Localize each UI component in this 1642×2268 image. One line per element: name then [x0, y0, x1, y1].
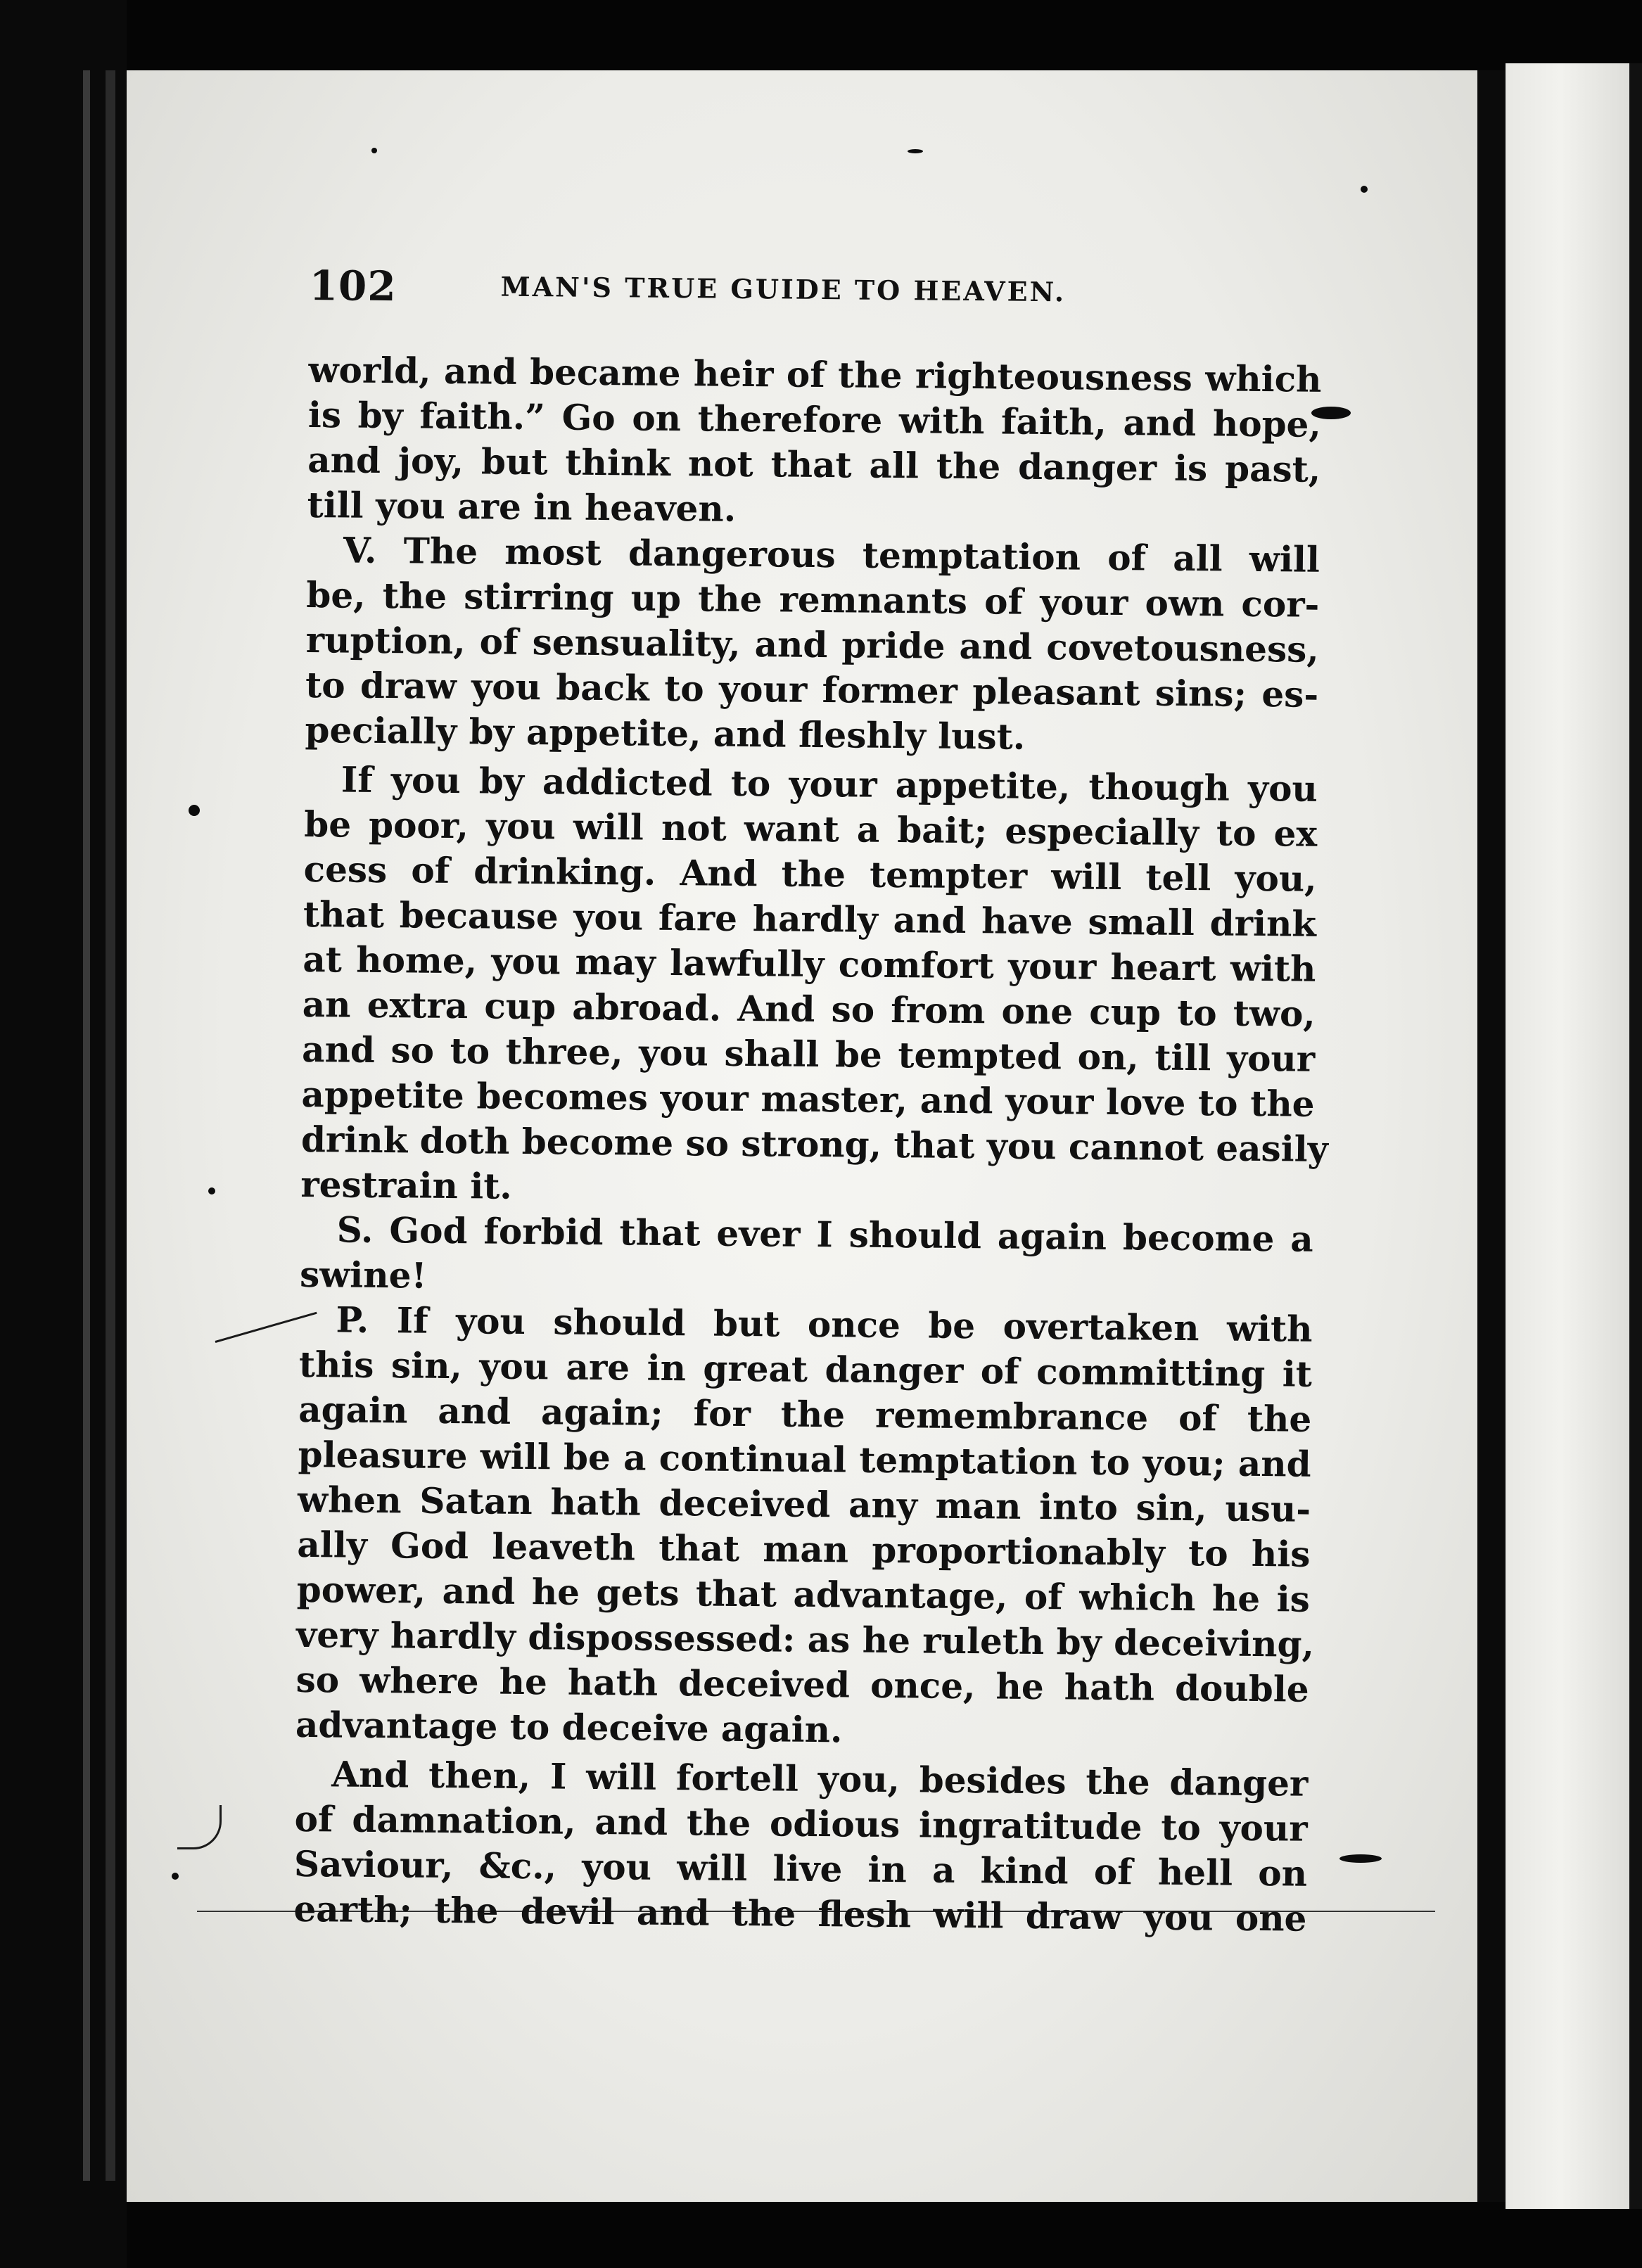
page-number: 102 — [309, 261, 397, 311]
text-line: this sin, you are in great danger of committing it — [298, 1343, 1313, 1395]
text-line: and joy, but think not that all the danger is past, — [307, 438, 1321, 490]
running-head — [309, 259, 1323, 332]
text-line: advantage to deceive again. — [295, 1703, 843, 1751]
text-line: again and again; for the remembrance of the — [298, 1388, 1312, 1440]
ink-speck — [172, 1873, 179, 1880]
text-line: If you by addicted to your appetite, though you — [341, 758, 1318, 810]
text-line: ally God leaveth that man proportionably to his — [297, 1523, 1311, 1575]
text-line: V. The most dangerous temptation of all will — [343, 529, 1320, 580]
text-line: drink doth become so strong, that you cannot easily — [300, 1118, 1329, 1170]
text-line: appetite becomes your master, and your love to the — [301, 1073, 1315, 1125]
text-line: Saviour, &c., you will live in a kind of hell on — [293, 1842, 1308, 1894]
text-line: restrain it. — [300, 1163, 513, 1207]
book-binding-edge — [0, 0, 127, 2268]
ink-speck — [371, 148, 377, 153]
film-stripe — [106, 70, 115, 2181]
text-line: earth; the devil and the flesh will draw you one — [293, 1887, 1307, 1939]
text-line: cess of drinking. And the tempter will tell you, — [303, 848, 1317, 900]
text-line: world, and became heir of the righteousness which — [308, 348, 1322, 400]
film-stripe — [83, 70, 90, 2181]
text-line: pleasure will be a continual temptation to you; and — [298, 1433, 1311, 1485]
facing-page-edge — [1506, 63, 1642, 2209]
facing-page-border — [1629, 63, 1642, 2209]
text-line: is by faith.” Go on therefore with faith, and hope, — [307, 393, 1322, 445]
ink-speck — [208, 1187, 215, 1194]
text-line: And then, I will fortell you, besides the danger — [331, 1753, 1309, 1804]
text-line: very hardly dispossessed: as he ruleth by deceiving, — [295, 1613, 1315, 1665]
text-line: to draw you back to your former pleasant sins; es- — [305, 663, 1319, 715]
text-line: that because you fare hardly and have small drink — [303, 893, 1317, 945]
text-line: pecially by appetite, and fleshly lust. — [305, 708, 1026, 758]
text-line: S. God forbid that ever I should again become a — [336, 1209, 1313, 1260]
text-line: swine! — [299, 1253, 427, 1297]
text-line: at home, you may lawfully comfort your heart with — [303, 938, 1316, 990]
text-line: ruption, of sensuality, and pride and covetousness, — [305, 618, 1320, 670]
text-line: P. If you should but once be overtaken with — [336, 1299, 1313, 1350]
text-line: be poor, you will not want a bait; especially to ex — [304, 803, 1318, 855]
text-line: till you are in heaven. — [307, 483, 737, 530]
page-text-block — [293, 259, 1329, 1942]
ink-speck — [189, 805, 200, 816]
text-line: an extra cup abroad. And so from one cup to two, — [302, 983, 1316, 1035]
text-line: and so to three, you shall be tempted on, till your — [301, 1028, 1316, 1080]
text-line: when Satan hath deceived any man into sin, usu- — [297, 1478, 1311, 1530]
text-line: of damnation, and the odious ingratitude to your — [294, 1797, 1308, 1849]
text-line: so where he hath deceived once, he hath double — [295, 1658, 1309, 1710]
text-line: power, and he gets that advantage, of which he is — [296, 1568, 1311, 1620]
running-title: MAN'S TRUE GUIDE TO HEAVEN. — [500, 270, 1067, 308]
ink-speck — [908, 149, 923, 153]
ink-speck — [1339, 1854, 1382, 1863]
text-line: be, the stirring up the remnants of your own cor- — [306, 573, 1320, 625]
body-text — [293, 348, 1329, 1942]
ink-speck — [1361, 186, 1368, 193]
